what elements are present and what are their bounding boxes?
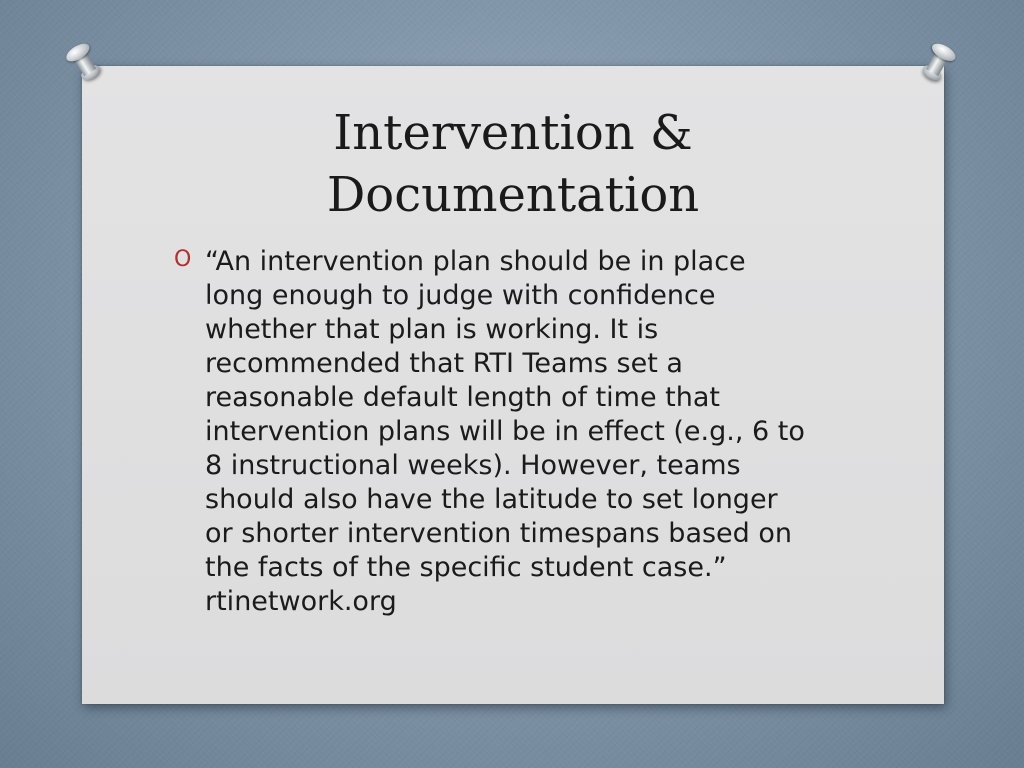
bullet-line: reasonable default length of time that bbox=[205, 382, 720, 413]
bullet-line: recommended that RTI Teams set a bbox=[205, 348, 683, 379]
bullet-source-line: rtinetwork.org bbox=[205, 586, 397, 617]
bullet-line: whether that plan is working. It is bbox=[205, 314, 659, 345]
bullet-line: “An intervention plan should be in place bbox=[205, 246, 746, 277]
bullet-line: 8 instructional weeks). However, teams bbox=[205, 450, 741, 481]
slide-title-line-1: Intervention & bbox=[333, 105, 693, 161]
bullet-quote-text bbox=[205, 245, 865, 619]
slide-title bbox=[82, 102, 944, 226]
bullet-line: or shorter intervention timespans based on bbox=[205, 518, 793, 549]
bullet-line: should also have the latitude to set longer bbox=[205, 484, 778, 515]
bullet-line: long enough to judge with confidence bbox=[205, 280, 716, 311]
bullet-line: intervention plans will be in effect (e.g., 6 to bbox=[205, 416, 805, 447]
slide-title-line-2: Documentation bbox=[326, 167, 700, 223]
bullet-line: the facts of the specific student case.” bbox=[205, 552, 727, 583]
bullet-marker-icon: O bbox=[174, 247, 192, 272]
